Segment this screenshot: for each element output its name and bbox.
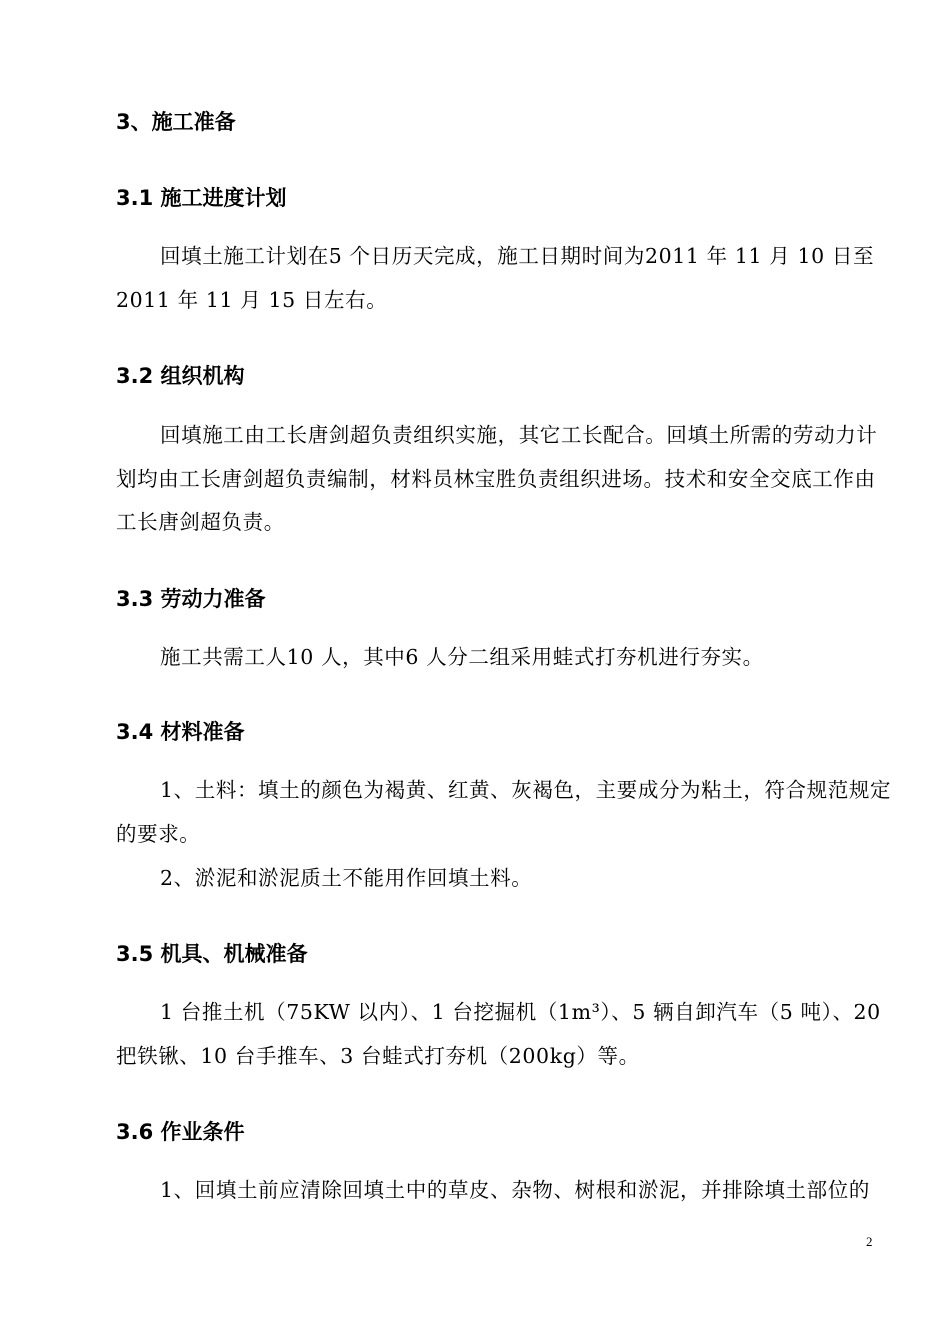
chapter-heading: 3、施工准备 bbox=[116, 110, 236, 134]
section-heading-3-5: 3.5 机具、机械准备 bbox=[116, 942, 308, 966]
paragraph-machinery: 1 台推土机（75KW 以内）、1 台挖掘机（1m³）、5 辆自卸汽车（5 吨）、20 把铁锹、10 台手推车、3 台蛙式打夯机（200kg）等。 bbox=[116, 1000, 881, 1068]
section-heading-3-1: 3.1 施工进度计划 bbox=[116, 186, 287, 210]
paragraph-material-1: 1、土料：填土的颜色为褐黄、红黄、灰褐色，主要成分为粘土，符合规范规定的要求。 bbox=[116, 778, 892, 846]
paragraph-schedule: 回填土施工计划在5 个日历天完成，施工日期时间为2011 年 11 月 10 日至2011 年 11 月 15 日左右。 bbox=[116, 244, 875, 312]
section-heading-3-6: 3.6 作业条件 bbox=[116, 1120, 245, 1144]
section-heading-3-2: 3.2 组织机构 bbox=[116, 364, 245, 388]
paragraph-material-2: 2、淤泥和淤泥质土不能用作回填土料。 bbox=[160, 866, 533, 890]
page-number: 2 bbox=[866, 1234, 873, 1249]
paragraph-conditions: 1、回填土前应清除回填土中的草皮、杂物、树根和淤泥，并排除填土部位的 bbox=[160, 1178, 870, 1202]
paragraph-organization: 回填施工由工长唐剑超负责组织实施，其它工长配合。回填土所需的劳动力计划均由工长唐剑超负责编制，材料员林宝胜负责组织进场。技术和安全交底工作由工长唐剑超负责。 bbox=[116, 423, 878, 534]
section-heading-3-3: 3.3 劳动力准备 bbox=[116, 587, 266, 611]
section-heading-3-4: 3.4 材料准备 bbox=[116, 720, 245, 744]
paragraph-labor: 施工共需工人10 人，其中6 人分二组采用蛙式打夯机进行夯实。 bbox=[160, 645, 764, 669]
